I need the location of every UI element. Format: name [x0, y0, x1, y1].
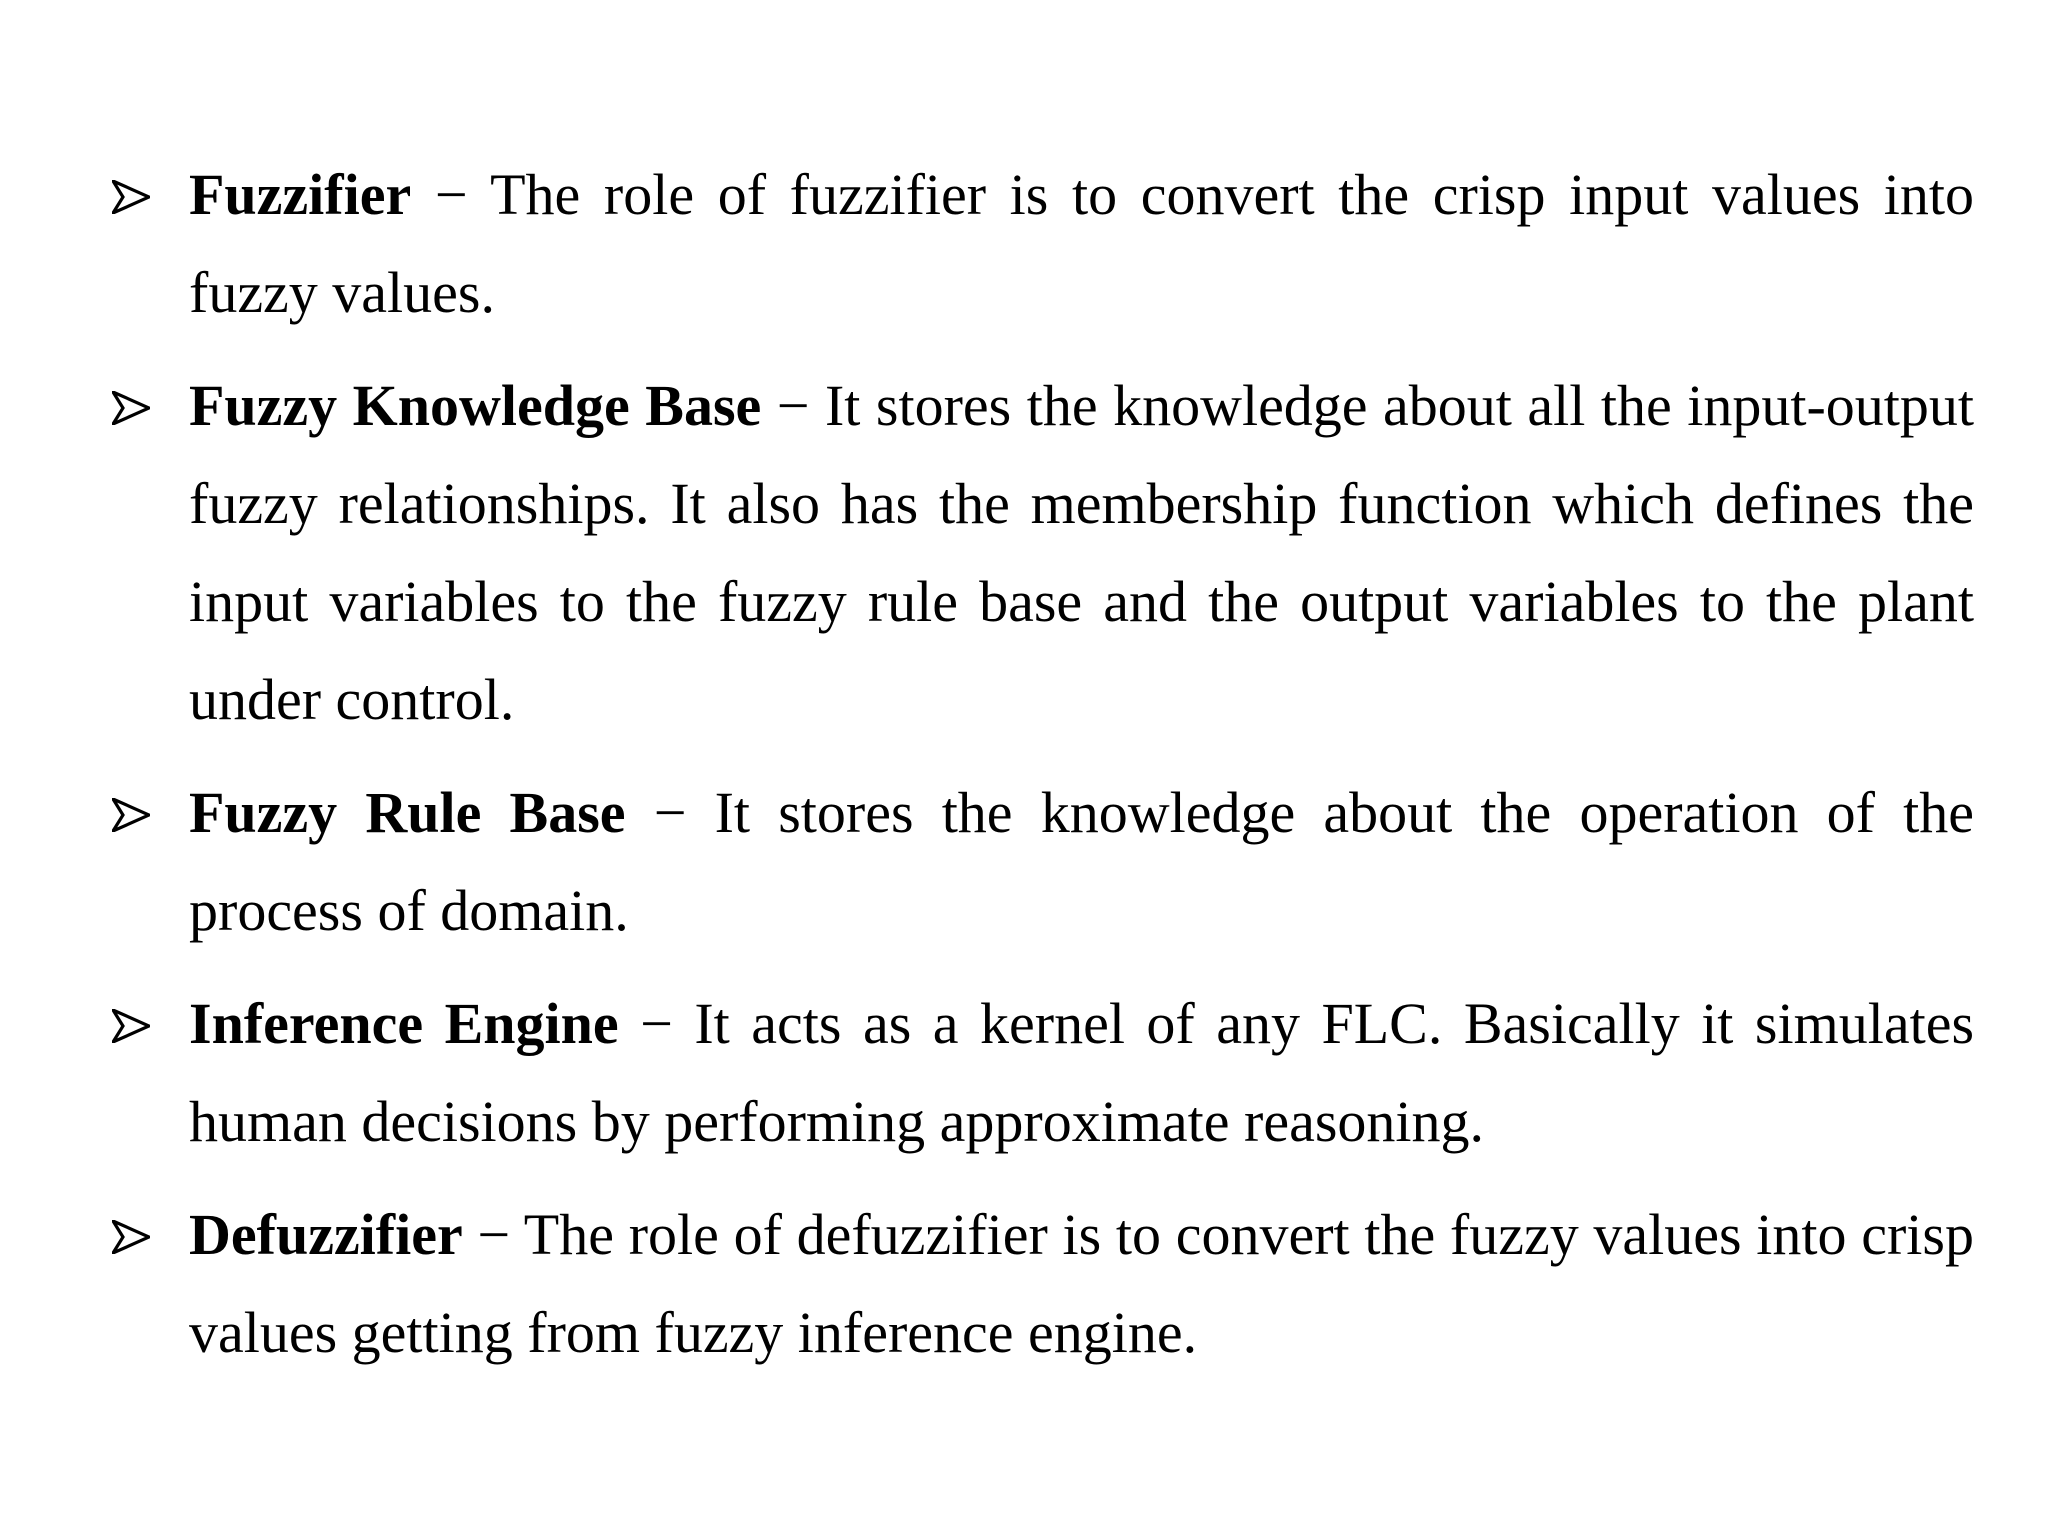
item-description: − It acts as a kernel of any FLC. Basically it simulates human decisions by performing approximate reasoning.	[189, 991, 1975, 1154]
list-item-inference-engine	[112, 975, 1974, 1171]
item-description: − The role of fuzzifier is to convert the crisp input values into fuzzy values.	[189, 162, 1974, 325]
term-label: Fuzzifier	[189, 162, 412, 227]
term-label: Fuzzy Knowledge Base	[189, 373, 762, 438]
item-description: − It stores the knowledge about the operation of the process of domain.	[189, 780, 1975, 943]
list-item-fuzzy-knowledge-base	[112, 357, 1974, 749]
arrowhead-bullet-icon	[112, 180, 150, 214]
bullet-list	[112, 146, 1974, 1397]
list-item-fuzzifier	[112, 146, 1974, 342]
item-description: − The role of defuzzifier is to convert the fuzzy values into crisp values getting from fuzzy inference engine.	[189, 1202, 1974, 1365]
arrowhead-bullet-icon	[112, 798, 150, 832]
list-item-fuzzy-rule-base	[112, 764, 1974, 960]
term-label: Inference Engine	[189, 991, 619, 1056]
arrowhead-bullet-icon	[112, 391, 150, 425]
arrowhead-bullet-icon	[112, 1220, 150, 1254]
list-item-defuzzifier	[112, 1186, 1974, 1382]
term-label: Fuzzy Rule Base	[189, 780, 626, 845]
item-description: − It stores the knowledge about all the input-output fuzzy relationships. It also has the membership function which defines the input variables to the fuzzy rule base and the output variables to the plant under control.	[189, 373, 1974, 732]
term-label: Defuzzifier	[189, 1202, 463, 1267]
arrowhead-bullet-icon	[112, 1009, 150, 1043]
